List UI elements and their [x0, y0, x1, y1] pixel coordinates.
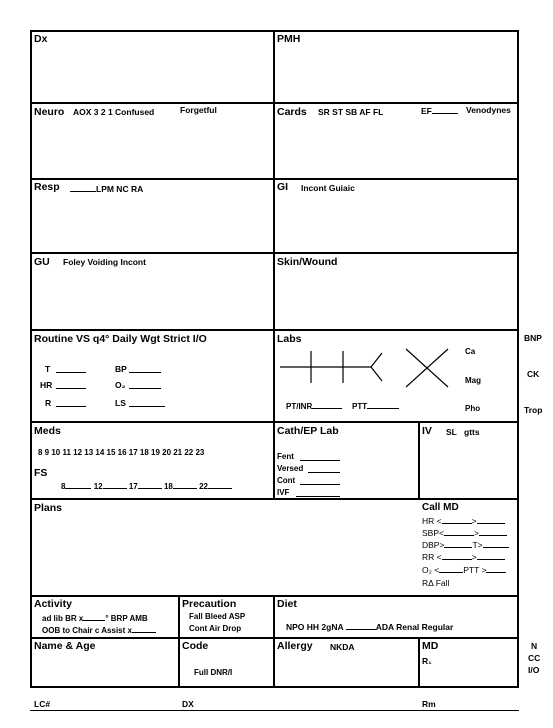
o2-blank[interactable]: [129, 380, 161, 389]
activity-line2: [42, 624, 156, 635]
callmd-o2-text: O₂ <: [422, 565, 440, 575]
skin-wound-label: Skin/Wound: [277, 256, 338, 268]
dx-label: Dx: [34, 33, 48, 45]
pmh-label: PMH: [277, 33, 301, 45]
cards-ef: [421, 105, 458, 116]
fs-time: 17: [128, 482, 138, 491]
resp-options: [70, 183, 143, 194]
cath-versed: Versed: [277, 464, 304, 473]
footer-rm: Rm: [422, 699, 436, 709]
callmd-blank[interactable]: [439, 564, 463, 573]
callmd-hr: [422, 515, 505, 526]
diet-label: Diet: [277, 598, 297, 610]
rule: [30, 498, 519, 500]
bp-blank[interactable]: [129, 364, 161, 373]
rule: [418, 421, 420, 498]
ptinr-blank[interactable]: [312, 400, 342, 409]
ef-blank[interactable]: [432, 105, 458, 114]
callmd-t-text: T>: [472, 540, 483, 550]
routine-r: R: [45, 398, 52, 408]
callmd-ptt-text: PTT >: [463, 565, 487, 575]
fs-blank[interactable]: [103, 480, 127, 489]
routine-hr: HR: [40, 380, 53, 390]
callmd-blank[interactable]: [442, 515, 472, 524]
callmd-rd-fall: RΔ Fall: [422, 578, 450, 588]
activity-line1-a: ad lib BR x: [42, 614, 84, 623]
plans-label: Plans: [34, 502, 63, 514]
callmd-sbp-text: SBP<: [422, 528, 444, 538]
labs-label: Labs: [277, 333, 302, 345]
neuro-label: Neuro: [34, 106, 65, 118]
callmd-sbp-gt: >: [473, 528, 479, 538]
callmd-blank[interactable]: [477, 515, 505, 524]
footer-dx: DX: [182, 699, 194, 709]
callmd-label: Call MD: [422, 502, 459, 513]
neuro-options: AOX 3 2 1 Confused: [73, 107, 155, 117]
routine-label: Routine VS q4° Daily Wgt Strict I/O: [34, 333, 207, 345]
resp-lpm-text: LPM NC RA: [96, 184, 144, 194]
code-label: Code: [182, 640, 209, 652]
routine-bp: BP: [115, 364, 127, 374]
callmd-dbp: [422, 539, 509, 550]
precaution-line2: Cont Air Drop: [189, 624, 242, 633]
fs-times: [61, 480, 232, 491]
lab-mag: Mag: [465, 376, 481, 385]
side-cc: CC: [528, 653, 541, 663]
side-bnp: BNP: [524, 333, 542, 343]
side-trop: Trop: [524, 405, 543, 415]
name-age-label: Name & Age: [34, 640, 96, 652]
fs-blank[interactable]: [138, 480, 162, 489]
fs-time: 18: [163, 482, 173, 491]
br-blank[interactable]: [83, 612, 105, 621]
lab-ca: Ca: [465, 347, 476, 356]
callmd-blank[interactable]: [442, 551, 472, 560]
callmd-o2: [422, 564, 506, 575]
callmd-rr-gt: >: [471, 552, 477, 562]
fs-time: 8: [61, 482, 66, 491]
callmd-blank[interactable]: [479, 527, 507, 536]
callmd-dbp-text: DBP>: [422, 540, 445, 550]
ptt-label: PTT: [352, 402, 368, 411]
rule: [178, 595, 180, 688]
ada-blank[interactable]: [346, 621, 376, 630]
side-n: N: [531, 641, 538, 651]
footer-lc: LC#: [34, 699, 51, 709]
ls-blank[interactable]: [129, 398, 165, 407]
fs-time: 12: [93, 482, 103, 491]
versed-blank[interactable]: [308, 464, 340, 473]
md-label: MD: [422, 640, 439, 652]
callmd-hr-gt: >: [471, 516, 477, 526]
gi-label: GI: [277, 181, 289, 193]
allergy-label: Allergy: [277, 640, 313, 652]
iv-gtts: gtts: [464, 427, 480, 437]
lab-ptinr: [286, 400, 342, 411]
fent-blank[interactable]: [300, 452, 340, 461]
callmd-blank[interactable]: [486, 564, 506, 573]
cath-fent: Fent: [277, 452, 294, 461]
callmd-blank[interactable]: [444, 527, 474, 536]
cards-venodynes: Venodynes: [466, 105, 511, 115]
rule: [418, 637, 420, 688]
callmd-rr: [422, 551, 505, 562]
diet-options-text: NPO HH 2gNA: [286, 622, 344, 632]
ivf-blank[interactable]: [296, 488, 340, 497]
iv-sl: SL: [446, 427, 457, 437]
cards-options: SR ST SB AF FL: [318, 107, 384, 117]
rule: [273, 595, 275, 688]
lab-ptt: [352, 400, 399, 411]
footer-rule: [30, 710, 519, 711]
callmd-sbp: [422, 527, 507, 538]
diet-options: [286, 621, 453, 632]
fs-blank[interactable]: [65, 480, 91, 489]
hr-blank[interactable]: [56, 380, 86, 389]
t-blank[interactable]: [56, 364, 86, 373]
ef-label: EF: [421, 106, 432, 116]
assist-blank[interactable]: [132, 624, 156, 633]
side-io: I/O: [528, 665, 540, 675]
routine-o2: O₂: [115, 380, 126, 390]
ptinr-label: PT/INR: [286, 402, 313, 411]
cath-cont: Cont: [277, 476, 296, 485]
activity-line2-text: OOB to Chair c Assist x: [42, 626, 132, 635]
ptt-blank[interactable]: [367, 400, 399, 409]
routine-t: T: [45, 364, 51, 374]
diet-ada-text: ADA Renal Regular: [375, 622, 454, 632]
md-r1: R₁: [422, 656, 432, 666]
fs-time: 22: [199, 482, 209, 491]
fs-blank[interactable]: [208, 480, 232, 489]
callmd-blank[interactable]: [477, 551, 505, 560]
allergy-nkda: NKDA: [330, 642, 355, 652]
gu-label: GU: [34, 256, 50, 268]
side-ck: CK: [527, 369, 540, 379]
routine-ls: LS: [115, 398, 126, 408]
iv-label: IV: [422, 425, 432, 437]
fs-blank[interactable]: [173, 480, 197, 489]
rule: [273, 30, 275, 498]
gu-options: Foley Voiding Incont: [63, 257, 146, 267]
meds-hours: 8 9 10 11 12 13 14 15 16 17 18 19 20 21 22 23: [38, 448, 205, 457]
cont-blank[interactable]: [300, 476, 340, 485]
meds-label: Meds: [34, 425, 61, 437]
precaution-label: Precaution: [182, 598, 237, 610]
cath-label: Cath/EP Lab: [277, 425, 339, 437]
cards-label: Cards: [277, 106, 307, 118]
callmd-rr-text: RR <: [422, 552, 442, 562]
resp-label: Resp: [34, 181, 60, 193]
lab-pho: Pho: [465, 404, 481, 413]
activity-line1-b: ° BRP AMB: [105, 614, 148, 623]
r-blank[interactable]: [56, 398, 86, 407]
code-options: Full DNR/I: [194, 668, 233, 677]
callmd-blank[interactable]: [483, 539, 509, 548]
fs-label: FS: [34, 467, 48, 479]
gi-options: Incont Guiaic: [301, 183, 355, 193]
activity-label: Activity: [34, 598, 72, 610]
cath-ivf: IVF: [277, 488, 290, 497]
neuro-forgetful: Forgetful: [180, 105, 217, 115]
lpm-blank[interactable]: [70, 183, 96, 192]
lab-fishbone-diagram: [278, 343, 458, 393]
callmd-blank[interactable]: [444, 539, 472, 548]
precaution-line1: Fall Bleed ASP: [189, 612, 246, 621]
activity-line1: [42, 612, 148, 623]
callmd-hr-text: HR <: [422, 516, 442, 526]
